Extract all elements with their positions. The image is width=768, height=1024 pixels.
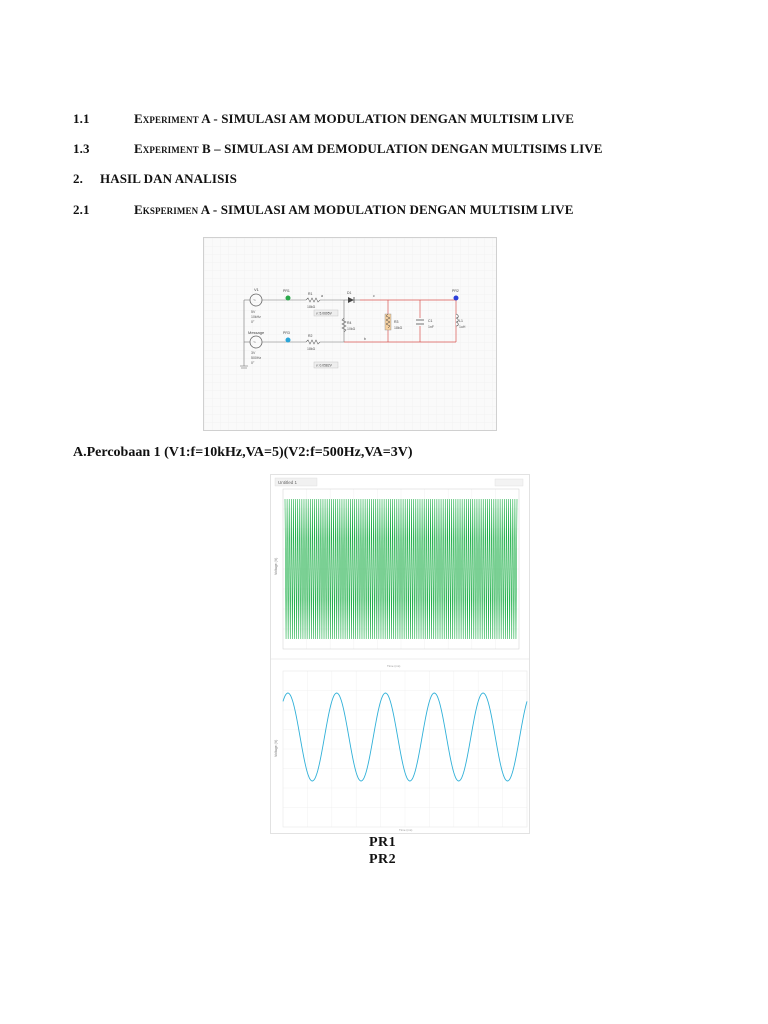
v1-label: V1	[254, 287, 259, 292]
heading-title: Experiment A - SIMULASI AM MODULATION DENGAN MULTISIM LIVE	[134, 111, 575, 126]
heading-2-1	[73, 202, 574, 218]
svg-text:C1: C1	[428, 319, 433, 323]
bottom-xlabel: Time (ms)	[399, 828, 413, 832]
svg-text:18kΩ: 18kΩ	[394, 326, 403, 330]
oscilloscope-plots	[271, 475, 529, 833]
svg-text:0°: 0°	[251, 361, 255, 365]
v1-params-line1: 5V	[251, 310, 256, 314]
svg-text:10kHz: 10kHz	[251, 315, 261, 319]
svg-text:1nF: 1nF	[428, 325, 435, 329]
scope-toolbar-buttons[interactable]	[495, 479, 523, 486]
svg-text:L1: L1	[459, 319, 463, 323]
heading-1-1	[73, 111, 574, 127]
svg-text:Untitled 1: Untitled 1	[278, 480, 298, 485]
svg-text:0°: 0°	[251, 320, 255, 324]
svg-text:18kΩ: 18kΩ	[307, 347, 316, 351]
heading-number: 1.3	[73, 141, 90, 156]
l1-inductor-icon	[456, 314, 458, 326]
svg-text:R3: R3	[394, 320, 399, 324]
heading-title: HASIL DAN ANALISIS	[100, 171, 237, 186]
heading-1-3	[73, 141, 603, 157]
svg-text:PR3: PR3	[283, 331, 290, 335]
svg-text:~: ~	[253, 340, 256, 346]
svg-text:D1: D1	[347, 291, 352, 295]
oscilloscope-figure	[270, 474, 530, 834]
probe-label-pr1: PR1	[369, 835, 397, 850]
svg-text:R2: R2	[308, 334, 313, 338]
svg-text:v: 5.0695V: v: 5.0695V	[316, 311, 332, 316]
bottom-ylabel: Voltage (V)	[274, 739, 278, 757]
pr3-probe-icon	[286, 338, 291, 343]
svg-text:PR2: PR2	[452, 289, 459, 293]
svg-text:R1: R1	[308, 292, 313, 296]
heading-number: 2.	[73, 171, 83, 186]
heading-number: 1.1	[73, 111, 90, 126]
pr1-probe-icon	[286, 296, 291, 301]
svg-text:500Hz: 500Hz	[251, 356, 262, 360]
heading-title: Experiment B – SIMULASI AM DEMODULATION DENGAN MULTISIMS LIVE	[134, 141, 603, 156]
top-xlabel: Time (ms)	[387, 664, 401, 668]
c1-capacitor-icon	[414, 318, 426, 326]
pr2-probe-icon	[454, 296, 459, 301]
probe-label-pr2: PR2	[369, 852, 397, 867]
svg-text:PR1: PR1	[283, 289, 290, 293]
svg-text:b: b	[364, 337, 366, 341]
svg-text:18kΩ: 18kΩ	[307, 305, 316, 309]
heading-number: 2.1	[73, 202, 90, 217]
v2-label: Message	[248, 330, 265, 335]
heading-2	[73, 171, 237, 187]
heading-title: Eksperimen A - SIMULASI AM MODULATION DENGAN MULTISIM LIVE	[134, 202, 574, 217]
circuit-schematic	[204, 238, 496, 430]
svg-text:R4: R4	[347, 321, 352, 325]
svg-text:3V: 3V	[251, 351, 256, 355]
svg-text:1uH: 1uH	[459, 325, 466, 329]
experiment-caption: A.Percobaan 1 (V1:f=10kHz,VA=5)(V2:f=500Hz,VA=3V)	[73, 445, 413, 460]
svg-text:c: c	[373, 294, 375, 298]
top-ylabel: Voltage (V)	[274, 557, 278, 575]
circuit-figure	[203, 237, 497, 431]
svg-text:v: 0.0582V: v: 0.0582V	[316, 363, 332, 368]
svg-text:a: a	[321, 294, 323, 298]
bottom-plot-grid	[283, 671, 527, 827]
svg-text:10kΩ: 10kΩ	[347, 327, 356, 331]
svg-text:~: ~	[253, 298, 256, 304]
